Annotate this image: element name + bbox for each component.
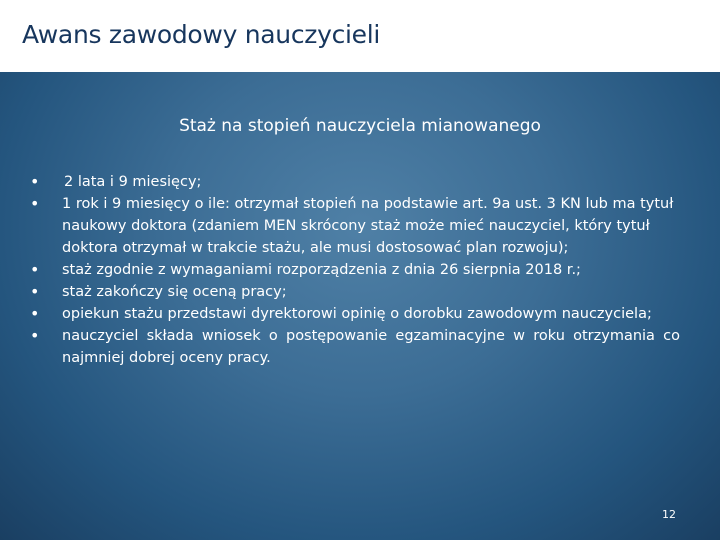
bullet-icon: • — [30, 194, 40, 213]
bullet-list — [30, 171, 680, 369]
bullet-text: 2 lata i 9 miesięcy; — [64, 174, 202, 190]
slide-title: Awans zawodowy nauczycieli — [22, 20, 381, 49]
bullet-text: staż zakończy się oceną pracy; — [62, 284, 287, 300]
bullet-item — [30, 303, 680, 325]
bullet-icon: • — [30, 172, 40, 191]
bullet-text: staż zgodnie z wymaganiami rozporządzenia z dnia 26 sierpnia 2018 r.; — [62, 262, 581, 278]
bullet-item — [30, 193, 680, 259]
bullet-item — [30, 325, 680, 369]
bullet-item — [30, 171, 680, 193]
bullet-icon: • — [30, 326, 40, 345]
bullet-icon: • — [30, 260, 40, 279]
slide-header — [0, 0, 720, 72]
bullet-icon: • — [30, 304, 40, 323]
page-number: 12 — [662, 508, 676, 521]
bullet-text: opiekun stażu przedstawi dyrektorowi opinię o dorobku zawodowym nauczyciela; — [62, 306, 652, 322]
bullet-item — [30, 281, 680, 303]
bullet-item — [30, 259, 680, 281]
bullet-text: nauczyciel składa wniosek o postępowanie egzaminacyjne w roku otrzymania co najmniej dobrej oceny pracy. — [62, 328, 680, 366]
bullet-icon: • — [30, 282, 40, 301]
bullet-text: 1 rok i 9 miesięcy o ile: otrzymał stopień na podstawie art. 9a ust. 3 KN lub ma tytuł naukowy doktora (zdaniem MEN skrócony staż może mieć nauczyciel, który tytuł doktora otrzymał w trakcie stażu, ale musi dostosować plan rozwoju); — [62, 196, 674, 256]
slide-subtitle: Staż na stopień nauczyciela mianowanego — [179, 116, 541, 136]
